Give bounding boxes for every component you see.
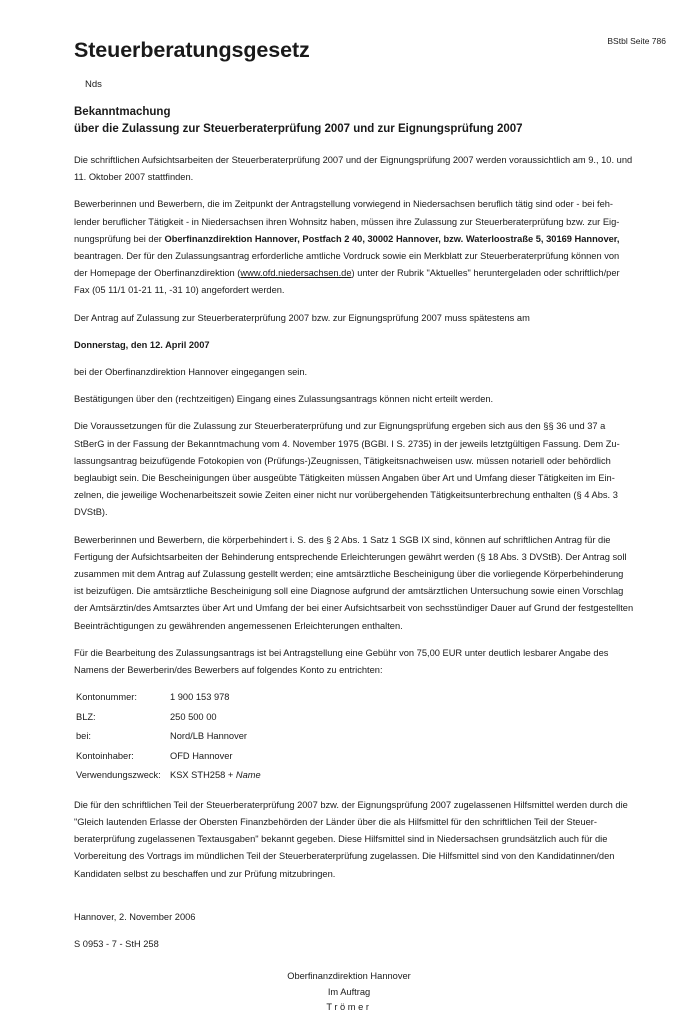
paragraph-deadline-intro: Der Antrag auf Zulassung zur Steuerberaterprüfung 2007 bzw. zur Eignungsprüfung 2007 muss spätestens am <box>74 312 530 323</box>
on-behalf: Im Auftrag <box>327 986 371 997</box>
purpose-value <box>168 767 263 787</box>
state-code: Nds <box>85 79 102 90</box>
table-row <box>74 689 263 709</box>
file-reference: S 0953 - 7 - StH 258 <box>74 939 159 949</box>
document-title: Steuerberatungsgesetz <box>74 38 310 62</box>
account-value: 250 500 00 <box>170 711 217 722</box>
account-value: Nord/LB Hannover <box>170 731 247 742</box>
place-and-date: Hannover, 2. November 2006 <box>74 911 196 922</box>
deadline-date: Donnerstag, den 12. April 2007 <box>74 339 210 350</box>
text-fragment: beantragen. Der für den Zulassungsantrag erforderliche amtliche Vordruck sowie ein Merkblatt zur Steuerberaterprüfung können von der Homepage der Oberfinanzdirektion ( <box>74 251 620 279</box>
purpose-label: Verwendungszweck: <box>76 770 161 781</box>
account-label: BLZ: <box>76 711 96 722</box>
paragraph-requirements: Die Voraussetzungen für die Zulassung zur Steuerberaterprüfung und zur Eignungsprüfung ergeben sich aus den §§ 36 und 37 a StBerG in der Fassung der Bekanntmachung vom 4. November 1975 (BGBl. I S. 2735) in der jeweils letztgültigen Fassung. Dem Zulassungsantrag beizufügende Fotokopien von (Prüfungs-)Zeugnissen, Tätigkeitsnachweisen usw. müssen notariell oder behördlich beglaubigt sein. Die Bescheinigungen über ausgeübte Tätigkeiten müssen Angaben über Art und Umfang dieser Tätigkeiten im Einzelnen, die jeweilige Wochenarbeitszeit sowie Zeiten einer nicht nur vorübergehenden Tätigkeitsunterbrechung enthalten (§ 4 Abs. 3 DVStB). <box>74 421 620 518</box>
purpose-name: Name <box>235 770 261 781</box>
notice-heading <box>74 104 634 138</box>
paragraph-application-office <box>74 196 634 299</box>
homepage-link[interactable]: www.ofd.niedersachsen.de <box>240 268 352 279</box>
notice-heading-line2: über die Zulassung zur Steuerberaterprüfung 2007 und zur Eignungsprüfung 2007 <box>74 123 523 135</box>
account-label: Kontonummer: <box>76 692 137 703</box>
account-label: bei: <box>76 731 91 742</box>
text-fragment: ) unter der Rubrik "Aktuelles" heruntergeladen oder schriftlich/per Fax (05 11/1 01-21 11, -31 10) angefordert werden. <box>74 268 620 296</box>
paragraph-received: bei der Oberfinanzdirektion Hannover eingegangen sein. <box>74 367 308 378</box>
office-address: Oberfinanzdirektion Hannover, Postfach 2 40, 30002 Hannover, bzw. Waterloostraße 5, 30169 Hannover, <box>164 233 620 244</box>
account-label: Kontoinhaber: <box>76 750 134 761</box>
purpose-code: KSX STH258 + <box>170 770 236 781</box>
paragraph-disability: Bewerberinnen und Bewerbern, die körperbehindert i. S. des § 2 Abs. 1 Satz 1 SGB IX sind, können auf schriftlichen Antrag für die Fertigung der Aufsichtsarbeiten der Behinderung entsprechende Erleichterungen gewährt werden (§ 18 Abs. 3 DVStB). Der Antrag soll zusammen mit dem Antrag auf Zulassung gestellt werden; eine amtsärztliche Bescheinigung über die vorliegende Körperbehinderung ist beizufügen. Die amtsärztliche Bescheinigung soll eine Diagnose aufgrund der amtsärztlichen Untersuchung sowie einen Vorschlag der Amtsärztin/des Amtsarztes über Art und Umfang der bei einer Aufsichtsarbeit von sechsstündiger Dauer auf Grund der festgestellten Beeinträchtigungen zu gewährenden angemessenen Erleichterungen enthalten. <box>74 534 634 631</box>
account-value: 1 900 153 978 <box>170 692 230 703</box>
signature-block <box>254 969 444 1016</box>
table-row <box>74 748 263 768</box>
table-row <box>74 709 263 729</box>
paragraph-aids: Die für den schriftlichen Teil der Steuerberaterprüfung 2007 bzw. der Eignungsprüfung 2007 zugelassenen Hilfsmittel werden durch die "Gleich lautenden Erlasse der Obersten Finanzbehörden der Länder über die als Hilfsmittel für den schriftlichen Teil der Steuerberaterprüfung zugelassenen Textausgaben" bekannt gegeben. Diese Hilfsmittel sind in Niedersachsen grundsätzlich auch für die Vorbereitung des Vortrags im mündlichen Teil der Steuerberaterprüfung zugelassen. Die Hilfsmittel sind von den Kandidatinnen/den Kandidaten selbst zu beschaffen und zur Prüfung mitzubringen. <box>74 799 628 879</box>
notice-heading-line1: Bekanntmachung <box>74 106 171 118</box>
account-value: OFD Hannover <box>170 750 233 761</box>
page-reference: BStbl Seite 786 <box>607 36 666 46</box>
paragraph-exam-dates: Die schriftlichen Aufsichtsarbeiten der Steuerberaterprüfung 2007 und der Eignungsprüfung 2007 werden voraussichtlich am 9., 10. und 11. Oktober 2007 stattfinden. <box>74 155 633 183</box>
issuing-authority: Oberfinanzdirektion Hannover <box>287 971 411 982</box>
bank-account-table <box>74 689 263 787</box>
paragraph-fee: Für die Bearbeitung des Zulassungsantrags ist bei Antragstellung eine Gebühr von 75,00 EUR unter deutlich lesbarer Angabe des Namens der Bewerberin/des Bewerbers auf folgendes Konto zu entrichten: <box>74 647 609 676</box>
table-row <box>74 767 263 787</box>
text-fragment: Bewerberinnen und Bewerbern, die im Zeitpunkt der Antragstellung vorwiegend in Niedersachsen beruflich tätig sind oder - bei fehlender beruflicher Tätigkeit - in Niedersachsen ihren Wohnsitz haben, müssen ihre Zulassung zur Steuerberaterprüfung bzw. zur Eignungsprüfung bei der <box>74 199 620 244</box>
paragraph-confirmations: Bestätigungen über den (rechtzeitigen) Eingang eines Zulassungsantrags können nicht erteilt werden. <box>74 394 494 405</box>
signer-name: Trömer <box>326 1002 372 1013</box>
table-row <box>74 728 263 748</box>
notice-body <box>74 104 634 1016</box>
